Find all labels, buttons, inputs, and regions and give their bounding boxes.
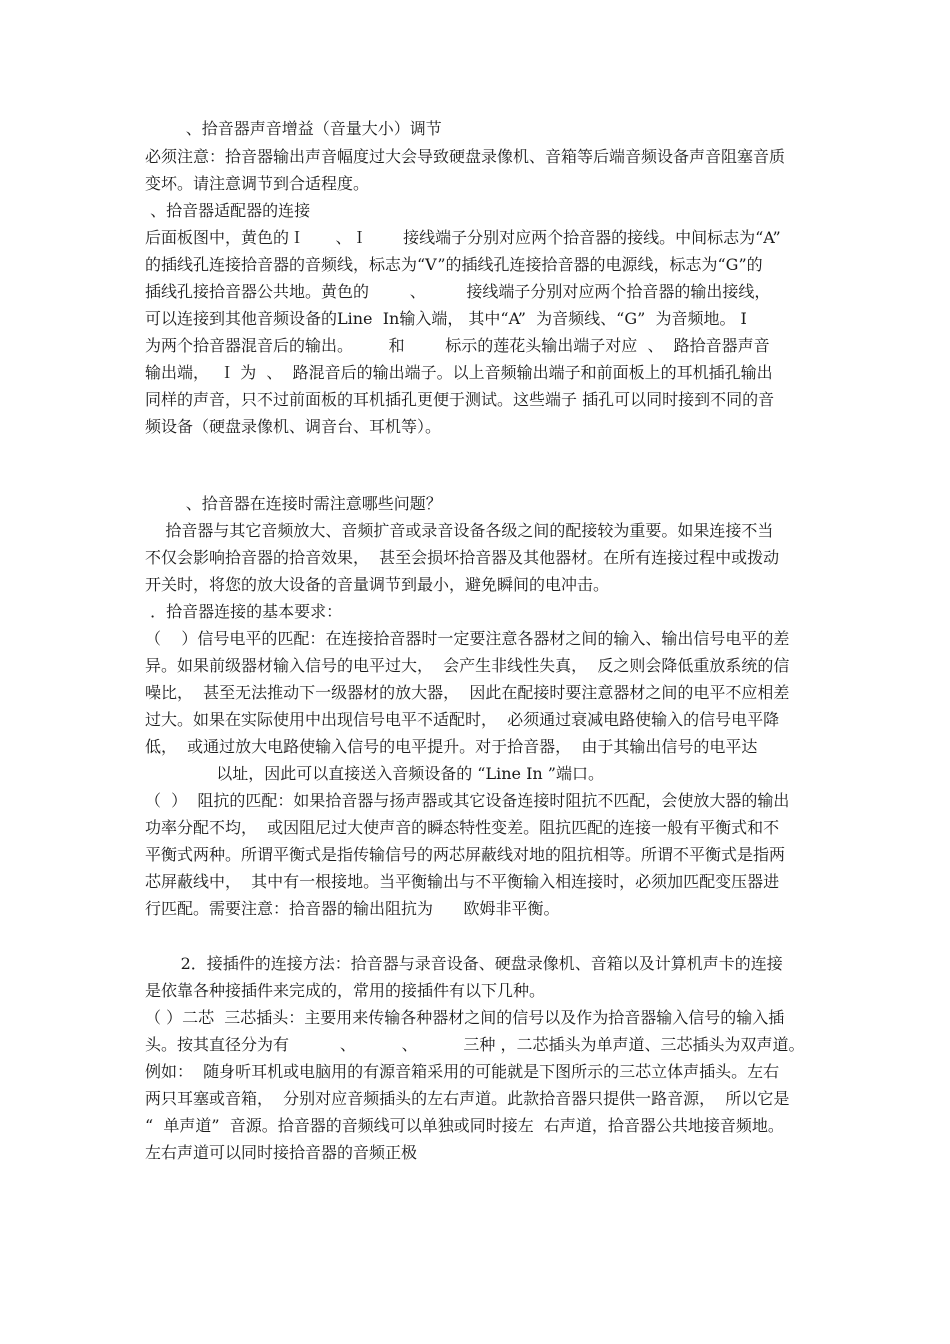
body-text-line: 可以连接到其他音频设备的Line In输入端， 其中“A” 为音频线、“G” 为音频地。 I bbox=[145, 309, 747, 328]
body-text-line: 异。如果前级器材输入信号的电平过大， 会产生非线性失真， 反之则会降低重放系统的信 bbox=[145, 656, 790, 675]
body-text-line: 两只耳塞或音箱， 分别对应音频插头的左右声道。此款拾音器只提供一路音源， 所以它是 bbox=[145, 1089, 790, 1108]
subsection-heading-requirements: ．拾音器连接的基本要求： bbox=[145, 602, 343, 621]
body-text-line: 必须注意：拾音器输出声音幅度过大会导致硬盘录像机、音箱等后端音频设备声音阻塞音质 bbox=[145, 147, 786, 166]
body-text-line: 左右声道可以同时接拾音器的音频正极 bbox=[145, 1143, 418, 1162]
body-text-line: 插线孔接拾音器公共地。黄色的 、 接线端子分别对应两个拾音器的输出接线， bbox=[145, 282, 771, 301]
body-text-line: 为两个拾音器混音后的输出。 和 标示的莲花头输出端子对应 、 路拾音器声音 bbox=[145, 336, 770, 355]
body-text-line: 平衡式两种。所谓平衡式是指传输信号的两芯屏蔽线对地的阻抗相等。所谓不平衡式是指两 bbox=[145, 845, 786, 864]
body-text-line: 低， 或通过放大电路使输入信号的电平提升。对于拾音器， 由于其输出信号的电平达 bbox=[145, 737, 758, 756]
body-text-line: 频设备（硬盘录像机、调音台、耳机等）。 bbox=[145, 417, 442, 436]
body-text-line: 不仅会影响拾音器的拾音效果， 甚至会损坏拾音器及其他器材。在所有连接过程中或拨动 bbox=[145, 548, 780, 567]
subsection-heading-connectors: 2．接插件的连接方法：拾音器与录音设备、硬盘录像机、音箱以及计算机声卡的连接 bbox=[145, 954, 783, 973]
body-text-line: 过大。如果在实际使用中出现信号电平不适配时， 必须通过衰减电路使输入的信号电平降 bbox=[145, 710, 780, 729]
section-heading-gain: 、拾音器声音增益（音量大小）调节 bbox=[145, 119, 442, 138]
body-text-line: “ 单声道” 音源。拾音器的音频线可以单独或同时接左 右声道，拾音器公共地接音频地。 bbox=[145, 1116, 784, 1135]
body-text-line: 头。按其直径分为有 、 、 三种 ，二芯插头为单声道、三芯插头为双声道。 bbox=[145, 1035, 805, 1054]
body-text-line: （ ） 阻抗的匹配：如果拾音器与扬声器或其它设备连接时阻抗不匹配，会使放大器的输出 bbox=[145, 791, 790, 810]
body-text-line: 是依靠各种接插件来完成的，常用的接插件有以下几种。 bbox=[145, 981, 546, 1000]
body-text-line: 后面板图中，黄色的Ｉ 、Ｉ 接线端子分别对应两个拾音器的接线。中间标志为“A” bbox=[145, 228, 781, 247]
body-text-line: 噪比， 甚至无法推动下一级器材的放大器， 因此在配接时要注意器材之间的电平不应相差 bbox=[145, 683, 790, 702]
body-text-line: 拾音器与其它音频放大、音频扩音或录音设备各级之间的配接较为重要。如果连接不当 bbox=[145, 521, 774, 540]
body-text-line: 行匹配。需要注意：拾音器的输出阻抗为 欧姆非平衡。 bbox=[145, 899, 560, 918]
body-text-line: 功率分配不均， 或因阻尼过大使声音的瞬态特性变差。阻抗匹配的连接一般有平衡式和不 bbox=[145, 818, 780, 837]
body-text-line: 同样的声音，只不过前面板的耳机插孔更便于测试。这些端子 插孔可以同时接到不同的音 bbox=[145, 390, 775, 409]
body-text-line: 输出端， Ｉ 为 、 路混音后的输出端子。以上音频输出端子和前面板上的耳机插孔输出 bbox=[145, 363, 773, 382]
body-text-line: 芯屏蔽线中， 其中有一根接地。当平衡输出与不平衡输入相连接时，必须加匹配变压器进 bbox=[145, 872, 780, 891]
body-text-line: （ ）二芯 三芯插头：主要用来传输各种器材之间的信号以及作为拾音器输入信号的输入插 bbox=[145, 1008, 785, 1027]
body-text-line: 的插线孔连接拾音器的音频线，标志为“V”的插线孔连接拾音器的电源线，标志为“G”的 bbox=[145, 255, 763, 274]
section-heading-adapter: 、拾音器适配器的连接 bbox=[145, 201, 311, 220]
section-heading-connection: 、拾音器在连接时需注意哪些问题？ bbox=[145, 494, 442, 513]
body-text-line: 例如： 随身听耳机或电脑用的有源音箱采用的可能就是下图所示的三芯立体声插头。左右 bbox=[145, 1062, 780, 1081]
body-text-line: （ ）信号电平的匹配：在连接拾音器时一定要注意各器材之间的输入、输出信号电平的差 bbox=[145, 629, 790, 648]
body-text-line: 开关时，将您的放大设备的音量调节到最小，避免瞬间的电冲击。 bbox=[145, 575, 610, 594]
body-text-line: 以址，因此可以直接送入音频设备的 “Line In ”端口。 bbox=[145, 764, 604, 783]
body-text-line: 变坏。请注意调节到合适程度。 bbox=[145, 174, 370, 193]
